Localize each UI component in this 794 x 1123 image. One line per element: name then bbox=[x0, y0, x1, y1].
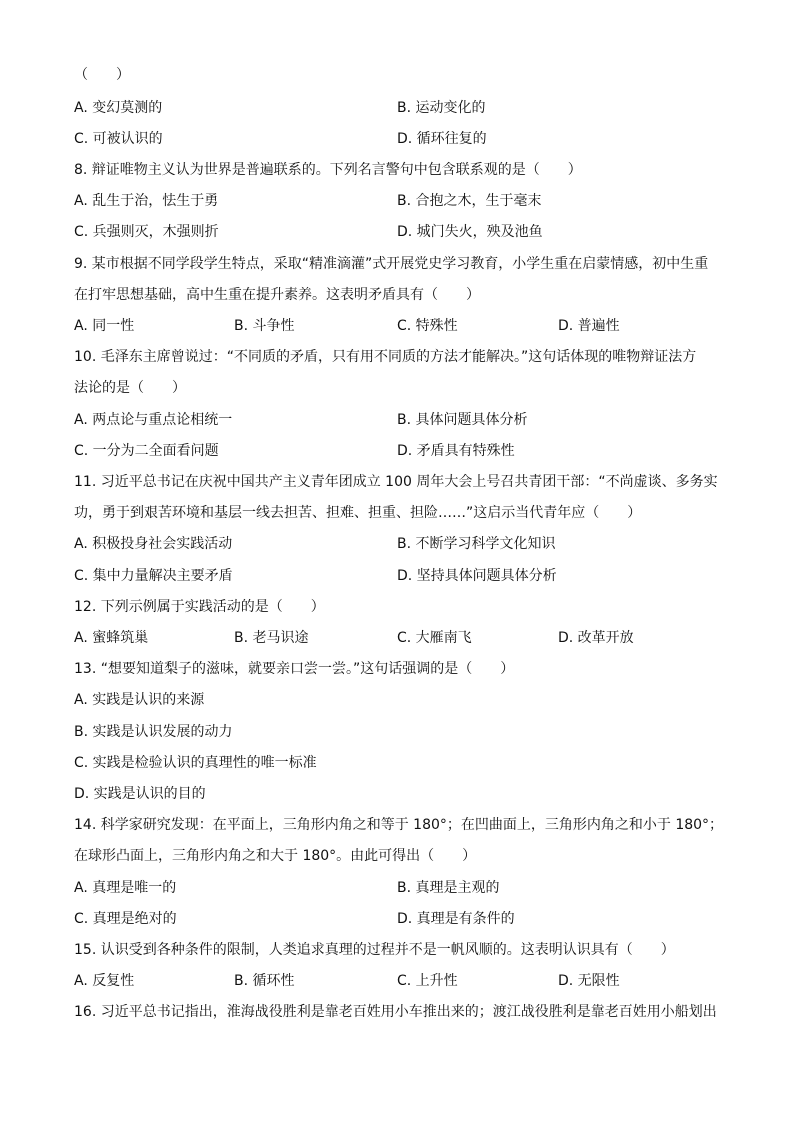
q9-option-b: B. 斗争性 bbox=[234, 318, 295, 334]
q7-option-a: A. 变幻莫测的 bbox=[74, 100, 163, 116]
q13-option-c: C. 实践是检验认识的真理性的唯一标准 bbox=[74, 755, 317, 771]
q16-stem: 16. 习近平总书记指出，淮海战役胜利是靠老百姓用小车推出来的；渡江战役胜利是靠老百姓用小船划出 bbox=[74, 1004, 717, 1020]
q13-option-b: B. 实践是认识发展的动力 bbox=[74, 724, 233, 740]
q9-stem-line-1: 9. 某市根据不同学段学生特点，采取“精准滴灌”式开展党史学习教育，小学生重在启蒙情感，初中生重 bbox=[74, 256, 709, 272]
q14-option-a: A. 真理是唯一的 bbox=[74, 880, 177, 896]
q11-option-b: B. 不断学习科学文化知识 bbox=[397, 536, 556, 552]
q12-option-d: D. 改革开放 bbox=[558, 630, 634, 646]
q14-option-c: C. 真理是绝对的 bbox=[74, 911, 177, 927]
q14-option-d: D. 真理是有条件的 bbox=[397, 911, 515, 927]
q10-option-d: D. 矛盾具有特殊性 bbox=[397, 443, 515, 459]
q9-option-c: C. 特殊性 bbox=[397, 318, 458, 334]
q14-option-b: B. 真理是主观的 bbox=[397, 880, 500, 896]
q8-option-c: C. 兵强则灭，木强则折 bbox=[74, 224, 219, 240]
q12-option-b: B. 老马识途 bbox=[234, 630, 309, 646]
q15-stem: 15. 认识受到各种条件的限制，人类追求真理的过程并不是一帆风顺的。这表明认识具有（ ） bbox=[74, 942, 675, 958]
q8-option-b: B. 合抱之木，生于毫末 bbox=[397, 193, 542, 209]
q15-option-b: B. 循环性 bbox=[234, 973, 295, 989]
q13-option-a: A. 实践是认识的来源 bbox=[74, 692, 205, 708]
q14-stem-line-1: 14. 科学家研究发现：在平面上，三角形内角之和等于 180°；在凹曲面上，三角形内角之和小于 180°； bbox=[74, 817, 724, 833]
q15-option-c: C. 上升性 bbox=[397, 973, 458, 989]
q13-option-d: D. 实践是认识的目的 bbox=[74, 786, 206, 802]
q8-option-a: A. 乱生于治，怯生于勇 bbox=[74, 193, 219, 209]
q10-option-b: B. 具体问题具体分析 bbox=[397, 412, 528, 428]
q14-stem-line-2: 在球形凸面上，三角形内角之和大于 180°。由此可得出（ ） bbox=[74, 848, 477, 864]
q11-option-d: D. 坚持具体问题具体分析 bbox=[397, 568, 557, 584]
q12-option-c: C. 大雁南飞 bbox=[397, 630, 472, 646]
q12-option-a: A. 蜜蜂筑巢 bbox=[74, 630, 149, 646]
q7-option-c: C. 可被认识的 bbox=[74, 131, 163, 147]
q11-stem-line-2: 功，勇于到艰苦环境和基层一线去担苦、担难、担重、担险……”这启示当代青年应（ ） bbox=[74, 505, 642, 521]
q8-option-d: D. 城门失火，殃及池鱼 bbox=[397, 224, 543, 240]
q9-stem-line-2: 在打牢思想基础，高中生重在提升素养。这表明矛盾具有（ ） bbox=[74, 287, 480, 303]
q10-stem-line-1: 10. 毛泽东主席曾说过：“不同质的矛盾，只有用不同质的方法才能解决。”这句话体现的唯物辩证法方 bbox=[74, 349, 697, 365]
q13-stem: 13. “想要知道梨子的滋味，就要亲口尝一尝。”这句话强调的是（ ） bbox=[74, 661, 515, 677]
q11-option-c: C. 集中力量解决主要矛盾 bbox=[74, 568, 233, 584]
q11-stem-line-1: 11. 习近平总书记在庆祝中国共产主义青年团成立 100 周年大会上号召共青团干部：“不尚虚谈、多务实 bbox=[74, 474, 718, 490]
q7-option-d: D. 循环往复的 bbox=[397, 131, 487, 147]
q15-option-a: A. 反复性 bbox=[74, 973, 135, 989]
q11-option-a: A. 积极投身社会实践活动 bbox=[74, 536, 233, 552]
q9-option-a: A. 同一性 bbox=[74, 318, 135, 334]
q12-stem: 12. 下列示例属于实践活动的是（ ） bbox=[74, 599, 325, 615]
q10-option-c: C. 一分为二全面看问题 bbox=[74, 443, 219, 459]
q8-stem: 8. 辩证唯物主义认为世界是普遍联系的。下列名言警句中包含联系观的是（ ） bbox=[74, 162, 582, 178]
q10-option-a: A. 两点论与重点论相统一 bbox=[74, 412, 233, 428]
q15-option-d: D. 无限性 bbox=[558, 973, 620, 989]
q7-option-b: B. 运动变化的 bbox=[397, 100, 486, 116]
q9-option-d: D. 普遍性 bbox=[558, 318, 620, 334]
q7-answer-paren: （ ） bbox=[74, 67, 130, 83]
q10-stem-line-2: 法论的是（ ） bbox=[74, 380, 186, 396]
